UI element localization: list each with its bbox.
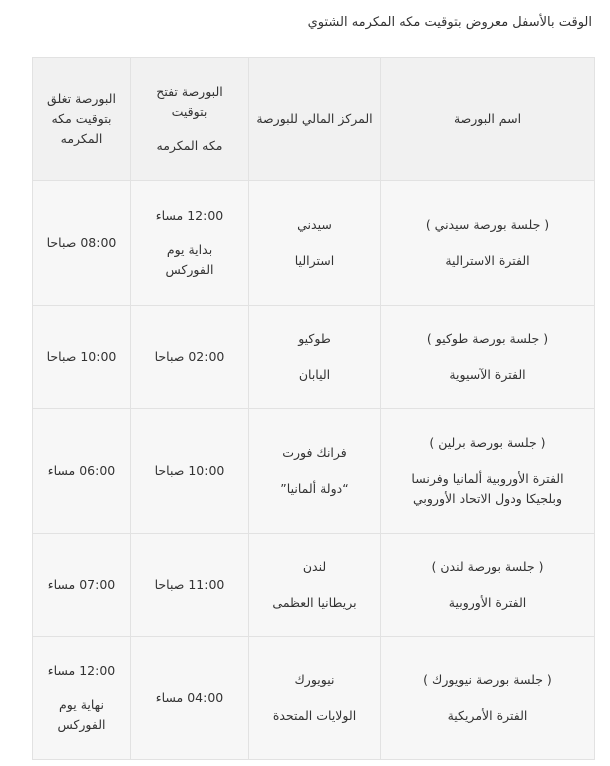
center-country: “دولة ألمانيا” [280,481,349,496]
cell-open [131,637,249,760]
session-period-line2: وبلجيكا ودول الاتحاد الأوروبي [413,491,562,506]
cell-exchange [381,306,595,409]
header-close-line3: المكرمه [60,131,103,146]
spacer [137,226,242,240]
cell-exchange [381,181,595,306]
open-time: 11:00 صباحا [154,577,225,592]
cell-close [33,181,131,306]
spacer [387,235,588,251]
spacer [387,577,588,593]
header-close-line2: بتوقيت مكه [51,111,112,126]
session-period: الفترة الأوروبية [448,595,527,610]
cell-center [249,181,381,306]
cell-open [131,306,249,409]
sessions-table [32,57,595,760]
header-open-line1: البورصة تفتح [156,84,223,99]
header-exchange-name: اسم البورصة [381,58,595,181]
cell-exchange [381,534,595,637]
spacer [255,235,374,251]
open-time: 10:00 صباحا [154,463,225,478]
session-period: الفترة الأوروبية ألمانيا وفرنسا [411,471,564,486]
cell-center [249,534,381,637]
spacer [137,122,242,136]
intro-text: الوقت بالأسفل معروض بتوقيت مكه المكرمه الشتوي [307,15,592,30]
close-note: نهاية يوم الفوركس [57,697,106,732]
session-period: الفترة الأمريكية [447,708,528,723]
close-time: 12:00 مساء [47,663,116,678]
center-city: فرانك فورت [282,445,347,460]
table-row [33,306,595,409]
header-open-time [131,58,249,181]
cell-close [33,637,131,760]
close-time: 07:00 مساء [47,577,116,592]
header-open-line3: مكه المكرمه [156,138,223,153]
cell-open [131,409,249,534]
table-row [33,637,595,760]
spacer [39,681,124,695]
center-city: نيويورك [294,672,335,687]
open-time: 04:00 مساء [155,690,224,705]
spacer [255,349,374,365]
center-country: استراليا [294,253,335,268]
session-name: ( جلسة بورصة لندن ) [431,559,544,574]
session-name: ( جلسة بورصة سيدني ) [425,217,550,232]
open-note: بداية يوم الفوركس [165,242,214,277]
header-close-time [33,58,131,181]
open-time: 02:00 صباحا [154,349,225,364]
session-name: ( جلسة بورصة طوكيو ) [426,331,549,346]
cell-center [249,306,381,409]
spacer [387,690,588,706]
session-period: الفترة الاسترالية [445,253,530,268]
spacer [387,349,588,365]
cell-close [33,534,131,637]
cell-center [249,637,381,760]
session-period: الفترة الآسيوية [449,367,526,382]
cell-exchange [381,409,595,534]
table-header-row [33,58,595,181]
spacer [387,453,588,469]
table-row [33,534,595,637]
cell-open [131,181,249,306]
cell-close [33,409,131,534]
center-country: الولايات المتحدة [272,708,357,723]
center-country: بريطانيا العظمى [272,595,357,610]
close-time: 10:00 صباحا [46,349,117,364]
open-time: 12:00 مساء [155,208,224,223]
header-close-line1: البورصة تغلق [47,91,116,106]
cell-center [249,409,381,534]
center-city: لندن [302,559,327,574]
session-name: ( جلسة بورصة نيويورك ) [423,672,552,687]
center-city: سيدني [297,217,332,232]
close-time: 08:00 صباحا [46,235,117,250]
spacer [255,577,374,593]
close-time: 06:00 مساء [47,463,116,478]
center-city: طوكيو [298,331,331,346]
header-open-line2: بتوقيت [171,104,208,119]
cell-open [131,534,249,637]
cell-exchange [381,637,595,760]
table-row [33,409,595,534]
cell-close [33,306,131,409]
session-name: ( جلسة بورصة برلين ) [429,435,546,450]
spacer [255,690,374,706]
header-financial-center: المركز المالي للبورصة [249,58,381,181]
spacer [255,463,374,479]
center-country: اليابان [298,367,331,382]
table-row [33,181,595,306]
